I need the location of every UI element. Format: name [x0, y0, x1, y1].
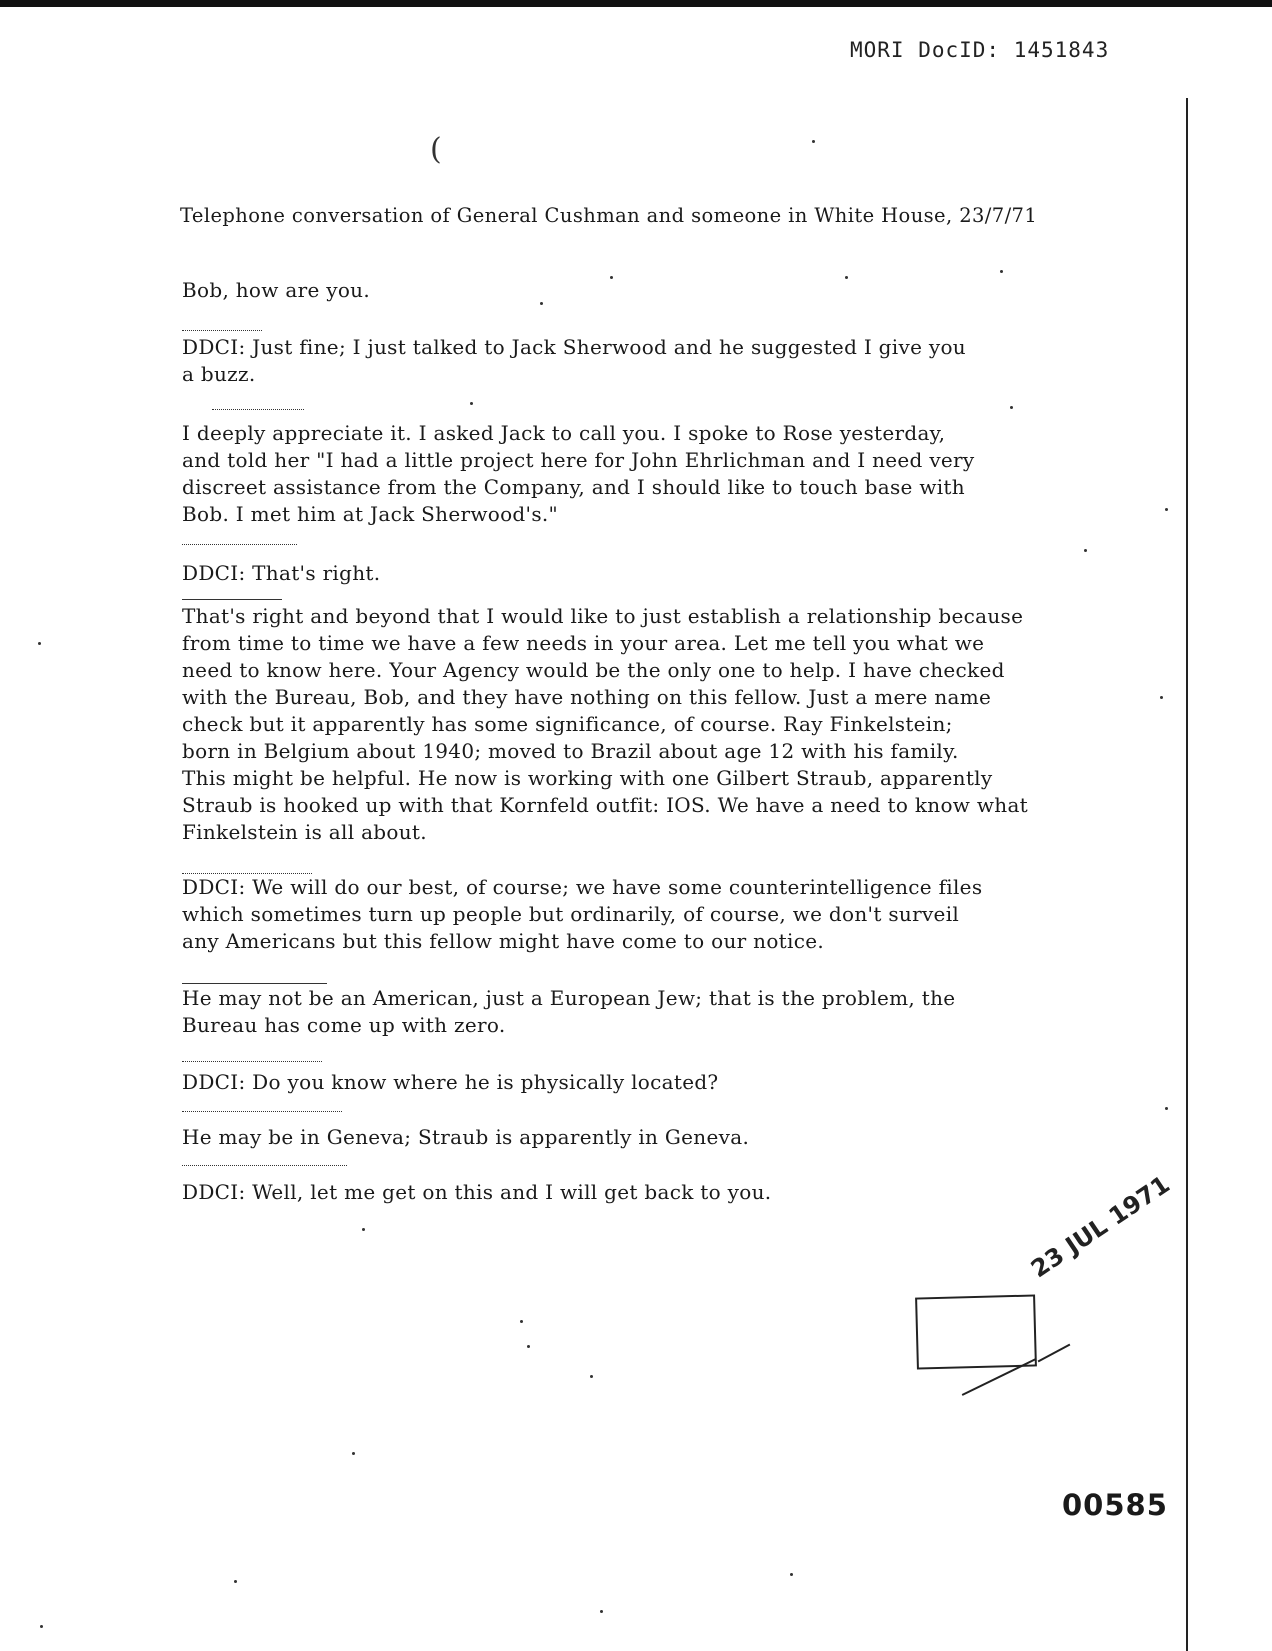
- scan-speck: [234, 1580, 237, 1583]
- speaker-separator: [182, 1165, 347, 1166]
- scan-speck: [845, 276, 848, 279]
- scan-speck: [1084, 549, 1087, 552]
- paragraph-8: DDCI: Do you know where he is physically located?: [182, 1070, 719, 1094]
- stray-mark: (: [430, 132, 442, 167]
- scan-speck: [812, 140, 815, 143]
- scan-speck: [470, 402, 473, 405]
- scan-speck: [40, 1625, 43, 1628]
- speaker-separator: [182, 544, 297, 545]
- paragraph-1: Bob, how are you.: [182, 278, 371, 302]
- paragraph-9: He may be in Geneva; Straub is apparently in Geneva.: [182, 1125, 750, 1149]
- scan-speck: [38, 642, 41, 645]
- speaker-separator: [182, 983, 327, 984]
- paragraph-4: DDCI: That's right.: [182, 561, 381, 585]
- scan-speck: [362, 1228, 365, 1231]
- stamp-mark: [1038, 1344, 1071, 1363]
- speaker-separator: [182, 599, 282, 600]
- scan-speck: [352, 1452, 355, 1455]
- date-stamp: 23 JUL 1971: [1026, 1170, 1175, 1284]
- scan-top-edge: [0, 0, 1272, 7]
- speaker-separator: [182, 1111, 342, 1112]
- document-id: MORI DocID: 1451843: [850, 38, 1110, 62]
- scan-right-margin-line: [1186, 98, 1188, 1651]
- scan-speck: [1000, 270, 1003, 273]
- document-title: Telephone conversation of General Cushman and someone in White House, 23/7/71: [180, 204, 1038, 227]
- scan-speck: [790, 1573, 793, 1576]
- scan-speck: [1165, 1107, 1168, 1110]
- speaker-separator: [212, 409, 304, 410]
- scan-speck: [610, 276, 613, 279]
- paragraph-6: DDCI: We will do our best, of course; we have some counterintelligence files which sometimes turn up people but ordinarily, of course, we don't surveil any Americans but this fellow might have come to our notice.: [182, 875, 983, 953]
- scan-speck: [520, 1320, 523, 1323]
- speaker-separator: [182, 1061, 322, 1062]
- scan-speck: [590, 1375, 593, 1378]
- paragraph-5: That's right and beyond that I would like to just establish a relationship because from time to time we have a few needs in your area. Let me tell you what we need to know here. Your Agency would be the only one to help. I have checked with the Bureau, Bob, and they have nothing on this fellow. Just a mere name check but it apparently has some significance, of course. Ray Finkelstein; born in Belgium about 1940; moved to Brazil about age 12 with his family. This might be helpful. He now is working with one Gilbert Straub, apparently Straub is hooked up with that Kornfeld outfit: IOS. We have a need to know what Finkelstein is all about.: [182, 604, 1029, 844]
- scan-speck: [600, 1610, 603, 1613]
- stamp-box: [915, 1294, 1037, 1369]
- page-number: 00585: [1062, 1488, 1168, 1522]
- paragraph-2: DDCI: Just fine; I just talked to Jack Sherwood and he suggested I give you a buzz.: [182, 335, 966, 386]
- scan-speck: [1160, 696, 1163, 699]
- paragraph-3: I deeply appreciate it. I asked Jack to call you. I spoke to Rose yesterday, and told her "I had a little project here for John Ehrlichman and I need very discreet assistance from the Company, and I should like to touch base with Bob. I met him at Jack Sherwood's.": [182, 421, 975, 526]
- speaker-separator: [182, 330, 262, 331]
- scan-speck: [1165, 508, 1168, 511]
- paragraph-10: DDCI: Well, let me get on this and I will get back to you.: [182, 1180, 772, 1204]
- scan-speck: [540, 302, 543, 305]
- paragraph-7: He may not be an American, just a European Jew; that is the problem, the Bureau has come up with zero.: [182, 986, 956, 1037]
- scan-speck: [527, 1345, 530, 1348]
- scan-speck: [1010, 406, 1013, 409]
